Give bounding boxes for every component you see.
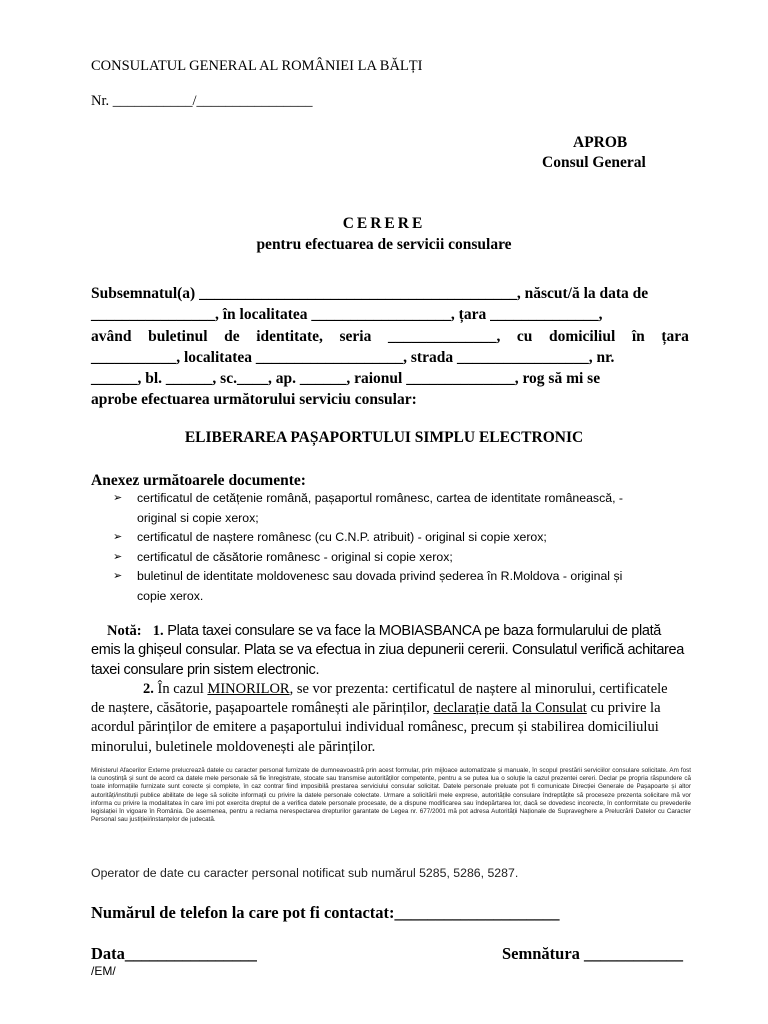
request-line-5: ______, bl. ______, sc.____, ap. ______, raionul ______________, rog să mi se bbox=[91, 370, 601, 388]
note-1-number: 1. bbox=[152, 623, 164, 639]
note-1-line: emis la ghișeul consular. Plata se va efectua in ziua depunerii cererii. Consulatul verifică achitarea bbox=[91, 642, 684, 659]
request-paragraph bbox=[91, 283, 689, 411]
request-line-1: Subsemnatul(a) _________________________________________, născut/ă la data de bbox=[91, 285, 649, 302]
note-2-text: În cazul bbox=[157, 680, 204, 697]
request-line-6: aprobe efectuarea următorului serviciu consular: bbox=[91, 391, 417, 409]
minors-underlined: MINORILOR bbox=[207, 680, 290, 697]
date-field-line: Data________________ bbox=[91, 944, 257, 963]
list-item bbox=[113, 548, 693, 568]
signature-field-line: Semnătura ____________ bbox=[502, 944, 684, 963]
note-2-line: acordul părinților de emitere a pașaportului individual românesc, precum și stabilirea domiciliului bbox=[91, 719, 659, 736]
note-2-text: , se vor prezenta: certificatul de naștere al minorului, certificatele bbox=[289, 680, 668, 697]
note-1-line bbox=[91, 622, 691, 641]
note-2-number: 2. bbox=[143, 680, 154, 697]
arrow-bullet-icon: ➢ bbox=[113, 550, 123, 563]
approver-title: Consul General bbox=[542, 154, 646, 171]
list-item bbox=[113, 489, 693, 528]
approval-label: APROB bbox=[573, 134, 628, 151]
arrow-bullet-icon: ➢ bbox=[113, 531, 123, 543]
word: seria bbox=[339, 327, 372, 345]
note-section bbox=[91, 622, 691, 757]
note-2-text: cu privire la bbox=[590, 700, 661, 717]
word: identitate, bbox=[256, 327, 323, 345]
request-line-4: ___________, localitatea ___________________, strada _________________, nr. bbox=[91, 348, 615, 366]
document-subtitle: pentru efectuarea de servicii consulare bbox=[256, 236, 512, 253]
annex-list bbox=[113, 489, 693, 606]
arrow-bullet-icon: ➢ bbox=[113, 570, 123, 582]
word: ______________, bbox=[387, 327, 501, 345]
request-line-3 bbox=[91, 326, 689, 347]
note-2-line bbox=[91, 680, 691, 699]
list-item bbox=[113, 528, 693, 548]
list-item-line: buletinul de identitate moldovenesc sau dovada privind șederea în R.Moldova - original și bbox=[137, 569, 623, 583]
registration-number-line: Nr. ___________/________________ bbox=[91, 93, 313, 109]
phone-field-line: Numărul de telefon la care pot fi contactat:____________________ bbox=[91, 903, 560, 922]
word: cu bbox=[516, 327, 533, 345]
declaration-underlined: declarație dată la Consulat bbox=[433, 700, 587, 717]
note-2-text: de naștere, căsătorie, pașapoartele românești ale părinților, bbox=[91, 700, 430, 717]
word: domiciliul bbox=[548, 327, 616, 345]
note-1-line: taxei consulare prin sistem electronic. bbox=[91, 661, 320, 678]
word: de bbox=[224, 327, 240, 345]
service-title: ELIBERAREA PAȘAPORTULUI SIMPLU ELECTRONIC bbox=[184, 429, 584, 446]
list-item-line: certificatul de cetățenie română, pașaportul românesc, cartea de identitate românească, - bbox=[137, 491, 623, 505]
word: în bbox=[631, 327, 645, 345]
arrow-bullet-icon: ➢ bbox=[113, 492, 123, 504]
operator-notice: Operator de date cu caracter personal notificat sub numărul 5285, 5286, 5287. bbox=[91, 866, 519, 880]
note-2-line bbox=[91, 699, 691, 718]
list-item-line: certificatul de căsătorie românesc - original si copie xerox; bbox=[137, 549, 453, 564]
word: buletinul bbox=[148, 327, 208, 345]
list-item bbox=[113, 567, 693, 606]
note-2-line: minorului, buletinele moldovenești ale părinților. bbox=[91, 738, 376, 755]
word: țara bbox=[661, 327, 689, 345]
word: având bbox=[91, 327, 132, 345]
list-item-line: original si copie xerox; bbox=[137, 510, 259, 525]
annex-heading: Anexez următoarele documente: bbox=[91, 472, 306, 489]
note-label: Notă: bbox=[107, 623, 142, 639]
footer-code: /EM/ bbox=[91, 964, 116, 978]
list-item-line: certificatul de naștere românesc (cu C.N.P. atribuit) - original si copie xerox; bbox=[137, 530, 547, 544]
privacy-notice: Ministerul Afacerilor Externe prelucrează datele cu caracter personal furnizate de dumneavoastră prin acest formular, prin mijloace automatizate și manuale, în scopul prestării serviciilor consulare solicitate. Am fost la cunoștință și sunt de acord ca datele mele personale să fie înregistrate, stocate sau transmise autorităților competente, pentru a se putea lua o soluție la cazul prezentei cereri. Declar pe propria răspundere că toate informațiile furnizate sunt corecte și complete, în caz contrar fiind imposibilă prestarea serviciului consular solicitat. Datele personale preluate pot fi comunicate Direcției Generale de Pașapoarte și altor autorități/instituții publice abilitate de lege să solicite informații cu privire la datele personale colectate. Urmare a solicitării mele exprese, autoritățile consulare îndreptățite să proceseze prezenta solicitare mă vor informa cu privire la modalitatea în care îmi pot exercita dreptul de a verifica datele personale procesate, de a dispune modificarea sau îndepărtarea lor, dacă se dovedesc incorecte, în conformitate cu prevederile legislației în vigoare în România. De asemenea, pentru a reclama nerespectarea drepturilor garantate de Legea nr. 677/2001 mă pot adresa Autorității Naționale de Supraveghere a Prelucrării Datelor cu Caracter Personal sau justiției/instanțelor de judecată. bbox=[91, 767, 691, 824]
note-1-text: Plata taxei consulare se va face la MOBIASBANCA pe baza formularului de plată bbox=[167, 623, 661, 639]
consulate-header: CONSULATUL GENERAL AL ROMÂNIEI LA BĂLȚI bbox=[91, 58, 423, 74]
list-item-line: copie xerox. bbox=[137, 588, 204, 603]
request-line-2: ________________, în localitatea __________________, țara ______________, bbox=[91, 306, 603, 324]
document-title: CERERE bbox=[342, 215, 426, 232]
